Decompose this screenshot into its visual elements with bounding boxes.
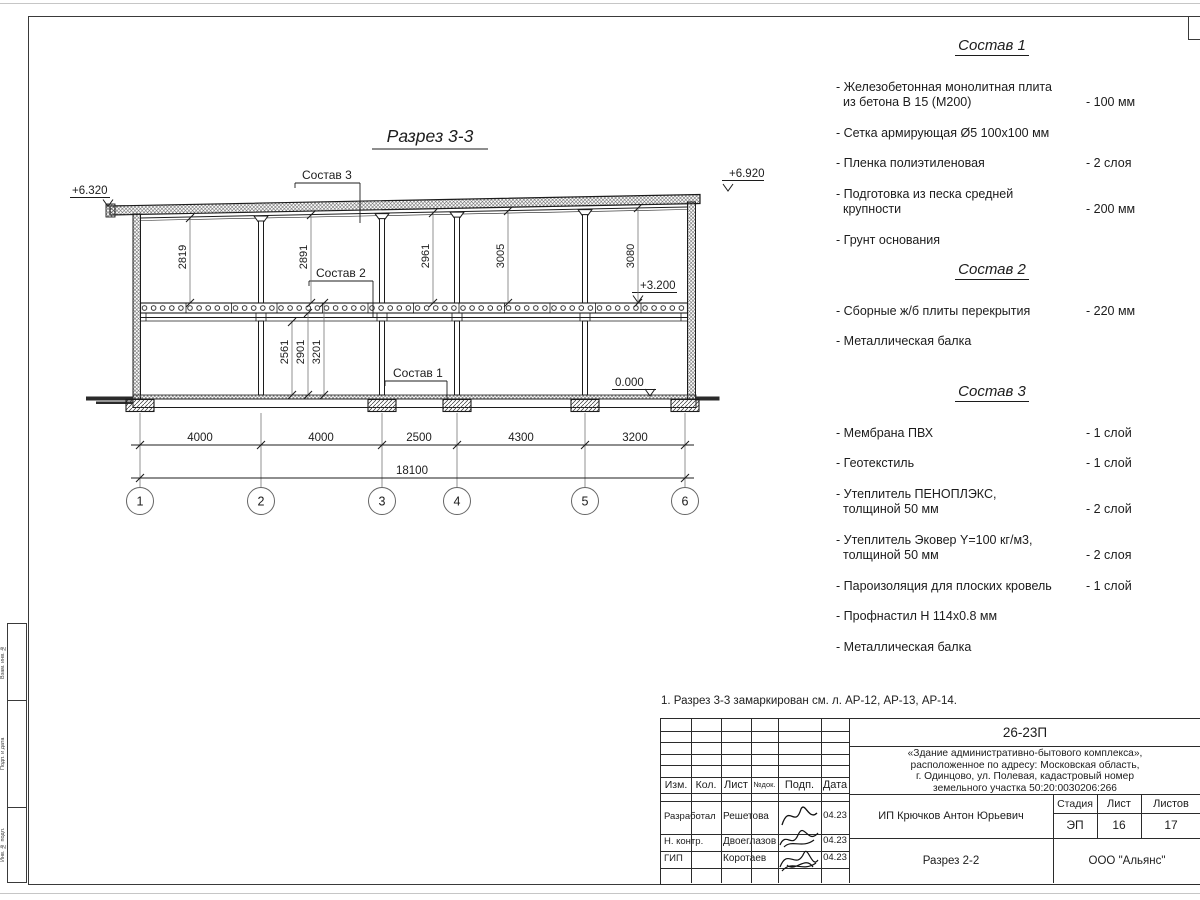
sheets-label: Листов — [1153, 798, 1189, 810]
svg-text:4: 4 — [453, 494, 461, 509]
signature-gip — [775, 843, 825, 879]
svg-text:3005: 3005 — [495, 243, 507, 269]
margin-cell-1 — [7, 623, 27, 701]
list-item: - Металлическая балка — [836, 639, 972, 654]
role-gip: ГИП — [664, 853, 683, 864]
svg-text:2961: 2961 — [420, 243, 432, 269]
name-ncontrol: Двоеглазов — [723, 836, 777, 847]
svg-text:4300: 4300 — [508, 432, 534, 444]
margin-cell-3 — [7, 807, 27, 883]
col-izm: Изм. — [664, 779, 688, 791]
col-data: Дата — [822, 779, 848, 791]
svg-text:4000: 4000 — [308, 432, 334, 444]
doc-number: 26-23П — [1002, 725, 1048, 740]
svg-text:2500: 2500 — [406, 432, 432, 444]
svg-text:2819: 2819 — [177, 244, 189, 270]
col-ndok: №док. — [753, 780, 776, 789]
svg-text:3: 3 — [378, 494, 386, 509]
date-ncontrol: 04.23 — [823, 835, 847, 846]
project-description: «Здание административно-бытового комплекса», расположенное по адресу: Московская область, г. Одинцово, ул. Полевая, кадастровый номер земельного участка 50:20:0030206:266 — [907, 748, 1143, 794]
client-name: ИП Крючков Антон Юрьевич — [878, 810, 1024, 822]
sheet-bottom-edge — [0, 893, 1200, 894]
floor-slab — [140, 303, 688, 321]
axis-bubbles — [127, 488, 699, 515]
date-gip: 04.23 — [823, 852, 847, 863]
margin-label-bottom: Инв. № подл. — [0, 827, 6, 863]
sheet-number: 16 — [1112, 818, 1126, 832]
corner-stamp-box — [1188, 17, 1200, 40]
svg-text:3080: 3080 — [625, 243, 637, 269]
composition-3 — [836, 384, 1148, 670]
list-item: - Утеплитель Эковер Y=100 кг/м3, толщиной 50 мм - 2 слоя — [836, 532, 1132, 562]
list-item: - Подготовка из песка средней крупности - 200 мм — [836, 186, 1136, 216]
elevation-roof-right — [722, 168, 765, 191]
svg-text:+6.320: +6.320 — [72, 185, 108, 197]
svg-text:3200: 3200 — [622, 432, 648, 444]
svg-text:2891: 2891 — [298, 244, 310, 270]
svg-text:5: 5 — [581, 494, 589, 509]
svg-text:2: 2 — [257, 494, 265, 509]
svg-text:3201: 3201 — [311, 339, 323, 365]
svg-text:6: 6 — [681, 494, 689, 509]
date-developer: 04.23 — [823, 810, 847, 821]
title-block — [660, 718, 1200, 885]
list-item: - Сетка армирующая Ø5 100x100 мм — [836, 125, 1050, 140]
role-ncontrol: Н. контр. — [664, 836, 704, 847]
list-item: - Пароизоляция для плоских кровель - 1 слой — [836, 578, 1132, 593]
svg-text:Состав 3: Состав 3 — [302, 168, 352, 182]
svg-text:0.000: 0.000 — [615, 377, 644, 389]
sheet-label: Лист — [1107, 798, 1131, 810]
sheet-note: 1. Разрез 3-3 замаркирован см. л. АР-12, АР-13, АР-14. — [661, 695, 957, 707]
list-item: - Мембрана ПВХ - 1 слой — [836, 425, 1132, 440]
name-gip: Коротаев — [723, 853, 767, 864]
vertical-dims-upper — [177, 204, 642, 307]
svg-text:Состав 2: Состав 2 — [316, 266, 366, 280]
section-drawing — [0, 0, 810, 560]
col-list: Лист — [724, 779, 748, 791]
list-item: - Утеплитель ПЕНОПЛЭКС, толщиной 50 мм - 2 слой — [836, 486, 1132, 516]
list-item: - Пленка полиэтиленовая - 2 слоя — [836, 156, 1132, 170]
elevation-ground — [612, 377, 656, 396]
drawing-title: Разрез 3-3 — [386, 126, 474, 146]
stage-value: ЭП — [1066, 818, 1084, 832]
svg-text:+6.920: +6.920 — [729, 168, 765, 180]
margin-label-top: Взам. инв. № — [0, 644, 6, 680]
list-item: - Грунт основания — [836, 232, 941, 247]
margin-cell-2 — [7, 700, 27, 808]
composition-2-title: Состав 2 — [836, 262, 1148, 280]
list-item: - Профнастил Н 114x0.8 мм — [836, 609, 998, 623]
svg-text:2901: 2901 — [295, 339, 307, 365]
ground-slab — [86, 395, 720, 408]
svg-text:+3.200: +3.200 — [640, 280, 676, 292]
svg-text:1: 1 — [136, 494, 144, 509]
roof-slab — [106, 195, 700, 221]
name-developer: Решетова — [723, 811, 769, 822]
svg-text:Состав 1: Состав 1 — [393, 366, 443, 380]
list-item: - Железобетонная монолитная плита из бетона В 15 (М200) - 100 мм — [836, 79, 1136, 109]
sheets-total: 17 — [1164, 818, 1178, 832]
svg-text:4000: 4000 — [187, 432, 213, 444]
list-item: - Геотекстиль - 1 слой — [836, 456, 1132, 470]
stage-label: Стадия — [1057, 798, 1093, 810]
composition-1-title: Состав 1 — [836, 38, 1148, 56]
list-item: - Сборные ж/б плиты перекрытия - 220 мм — [836, 303, 1136, 318]
margin-label-mid: Подп. и дата — [0, 737, 6, 771]
svg-text:2561: 2561 — [279, 339, 291, 365]
col-kol: Кол. — [695, 779, 717, 791]
col-podp: Подп. — [784, 779, 815, 791]
elevation-floor — [632, 280, 677, 303]
company-name: ООО "Альянс" — [1088, 855, 1166, 867]
elevation-roof-left — [70, 185, 113, 207]
horizontal-dims — [131, 413, 694, 487]
role-developer: Разработал — [664, 811, 716, 822]
vertical-dims-lower — [279, 299, 328, 399]
svg-text:18100: 18100 — [396, 465, 428, 477]
composition-2 — [836, 262, 1148, 365]
list-item: - Металлическая балка — [836, 334, 972, 348]
composition-1 — [836, 38, 1148, 263]
drawing-name: Разрез 2-2 — [922, 855, 980, 867]
composition-3-title: Состав 3 — [836, 384, 1148, 402]
